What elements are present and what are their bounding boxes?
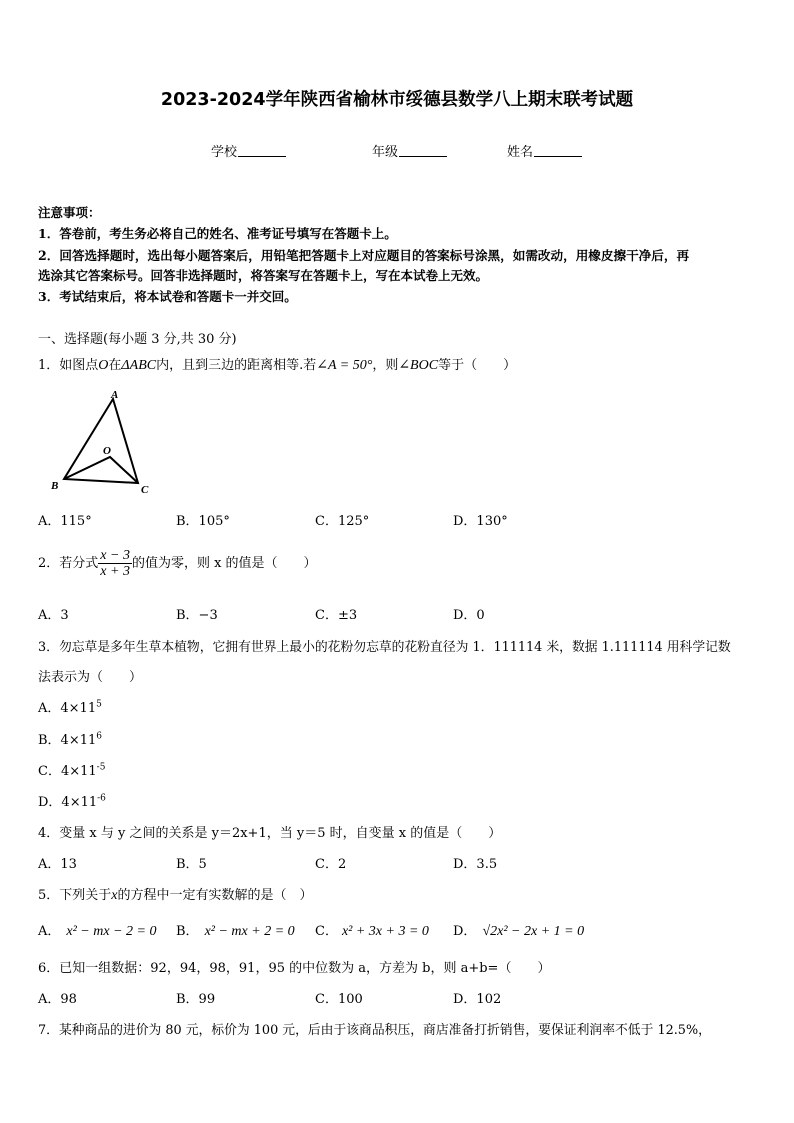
q2-denominator: x + 3: [100, 564, 130, 579]
notice-item-1: 1．答卷前，考生务必将自己的姓名、准考证号填写在答题卡上。: [38, 226, 397, 241]
section-1-heading: 一、选择题(每小题 3 分,共 30 分): [38, 332, 237, 347]
question-6: 6．已知一组数据：92，94，98，91，95 的中位数为 a，方差为 b，则 a+b=（ ）: [38, 961, 551, 976]
question-7: 7．某种商品的进价为 80 元，标价为 100 元，后由于该商品积压，商店准备打折销售，要保证利润率不低于 12.5%，: [38, 1023, 711, 1038]
q5-option-a-eq: x² − mx − 2 = 0: [66, 924, 157, 939]
q1-option-b[interactable]: B．105°: [176, 514, 230, 529]
question-3-line-1: 3．勿忘草是多年生草本植物，它拥有世界上最小的花粉勿忘草的花粉直径为 1．111114 米，数据 1.111114 用科学记数: [38, 640, 731, 655]
q5-option-c-eq: x² + 3x + 3 = 0: [341, 924, 429, 939]
q2-numerator: x − 3: [100, 548, 130, 563]
q2-option-a[interactable]: A．3: [38, 608, 69, 623]
q1-prefix: 1．如图点: [38, 358, 99, 373]
q3-option-d[interactable]: [38, 791, 106, 810]
q5-option-b-letter: B．: [176, 924, 199, 939]
question-2: [38, 548, 317, 579]
q5-option-c[interactable]: [315, 920, 429, 940]
q3-option-a-exp: 5: [96, 699, 102, 710]
q2-option-d[interactable]: D．0: [453, 608, 485, 623]
q2-suffix: 的值为零，则 x 的值是（ ）: [131, 556, 317, 571]
q1-option-d[interactable]: D．130°: [453, 514, 508, 529]
grade-label: 年级: [372, 145, 399, 160]
q6-option-c[interactable]: C．100: [315, 992, 363, 1007]
q1-option-c[interactable]: C．125°: [315, 514, 370, 529]
q2-option-b[interactable]: B．−3: [176, 608, 218, 623]
q5-option-a[interactable]: [38, 920, 156, 940]
q3-option-d-exp: -6: [97, 793, 106, 804]
question-3-line-2: 法表示为（ ）: [38, 670, 143, 685]
q5-option-d-letter: D．: [453, 924, 477, 939]
q6-option-d[interactable]: D．102: [453, 992, 502, 1007]
question-4: 4．变量 x 与 y 之间的关系是 y＝2x+1，当 y＝5 时，自变量 x 的值是（ ）: [38, 826, 502, 841]
notice-heading: 注意事项：: [38, 205, 101, 220]
q5-suffix: 的方程中一定有实数解的是（ ）: [117, 888, 313, 903]
q1-option-a[interactable]: A．115°: [38, 514, 92, 529]
q2-fraction: [98, 548, 132, 579]
school-blank[interactable]: [238, 143, 286, 157]
name-field: [507, 141, 582, 160]
q5-var: x: [111, 888, 118, 903]
q3-option-b-base: B．4×11: [38, 733, 97, 748]
triangle-abc: [64, 399, 138, 483]
q5-option-c-letter: C．: [315, 924, 338, 939]
q4-option-d[interactable]: D．3.5: [453, 857, 498, 872]
q5-option-d-eq: √2x² − 2x + 1 = 0: [482, 924, 585, 939]
q1-angle-boc: ∠BOC: [398, 358, 439, 373]
q3-option-d-base: D．4×11: [38, 795, 98, 810]
q1-mid: 在: [108, 358, 122, 373]
triangle-figure: [45, 385, 165, 500]
grade-field: [372, 141, 447, 160]
q3-option-c[interactable]: [38, 760, 105, 779]
label-c: C: [141, 484, 149, 496]
q3-option-b-exp: 6: [96, 731, 102, 742]
q3-option-a-base: A．4×11: [38, 701, 97, 716]
q3-option-c-base: C．4×11: [38, 764, 97, 779]
q1-rest-2: ，则: [372, 358, 399, 373]
q1-point: O: [98, 358, 109, 373]
q5-option-d[interactable]: [453, 920, 584, 940]
name-blank[interactable]: [534, 143, 582, 157]
q5-option-a-letter: A．: [38, 924, 61, 939]
q3-option-a[interactable]: [38, 697, 102, 716]
notice-item-2-line-1: 2．回答选择题时，选出每小题答案后，用铅笔把答题卡上对应题目的答案标号涂黑，如需改动，用橡皮擦干净后，再: [38, 248, 690, 263]
q4-option-b[interactable]: B．5: [176, 857, 207, 872]
question-1: [38, 354, 516, 374]
school-label: 学校: [211, 145, 238, 160]
school-field: [211, 141, 286, 160]
notice-item-2-line-2: 选涂其它答案标号。回答非选择题时，将答案写在答题卡上，写在本试卷上无效。: [38, 268, 489, 283]
q4-option-c[interactable]: C．2: [315, 857, 347, 872]
q3-option-c-exp: -5: [96, 762, 106, 773]
label-a: A: [111, 389, 119, 401]
q1-angle-a: ∠A = 50°: [316, 358, 373, 373]
q4-option-a[interactable]: A．13: [38, 857, 77, 872]
q6-option-a[interactable]: A．98: [38, 992, 77, 1007]
q2-option-c[interactable]: C．±3: [315, 608, 358, 623]
question-5: [38, 884, 313, 904]
q1-rest-3: 等于（ ）: [438, 358, 517, 373]
q1-triangle: ΔABC: [121, 358, 157, 373]
q6-option-b[interactable]: B．99: [176, 992, 216, 1007]
label-b: B: [51, 480, 59, 492]
name-label: 姓名: [507, 145, 534, 160]
q5-prefix: 5．下列关于: [38, 888, 112, 903]
q3-option-b[interactable]: [38, 729, 102, 748]
notice-item-3: 3．考试结束后，将本试卷和答题卡一并交回。: [38, 289, 297, 304]
q5-option-b-eq: x² − mx + 2 = 0: [204, 924, 295, 939]
q1-rest-1: 内，且到三边的距离相等.若: [156, 358, 317, 373]
label-o: O: [103, 445, 111, 457]
q5-option-b[interactable]: [176, 920, 295, 940]
page-title: 2023-2024学年陕西省榆林市绥德县数学八上期末联考试题: [160, 90, 634, 110]
grade-blank[interactable]: [399, 143, 447, 157]
q2-prefix: 2．若分式: [38, 556, 99, 571]
